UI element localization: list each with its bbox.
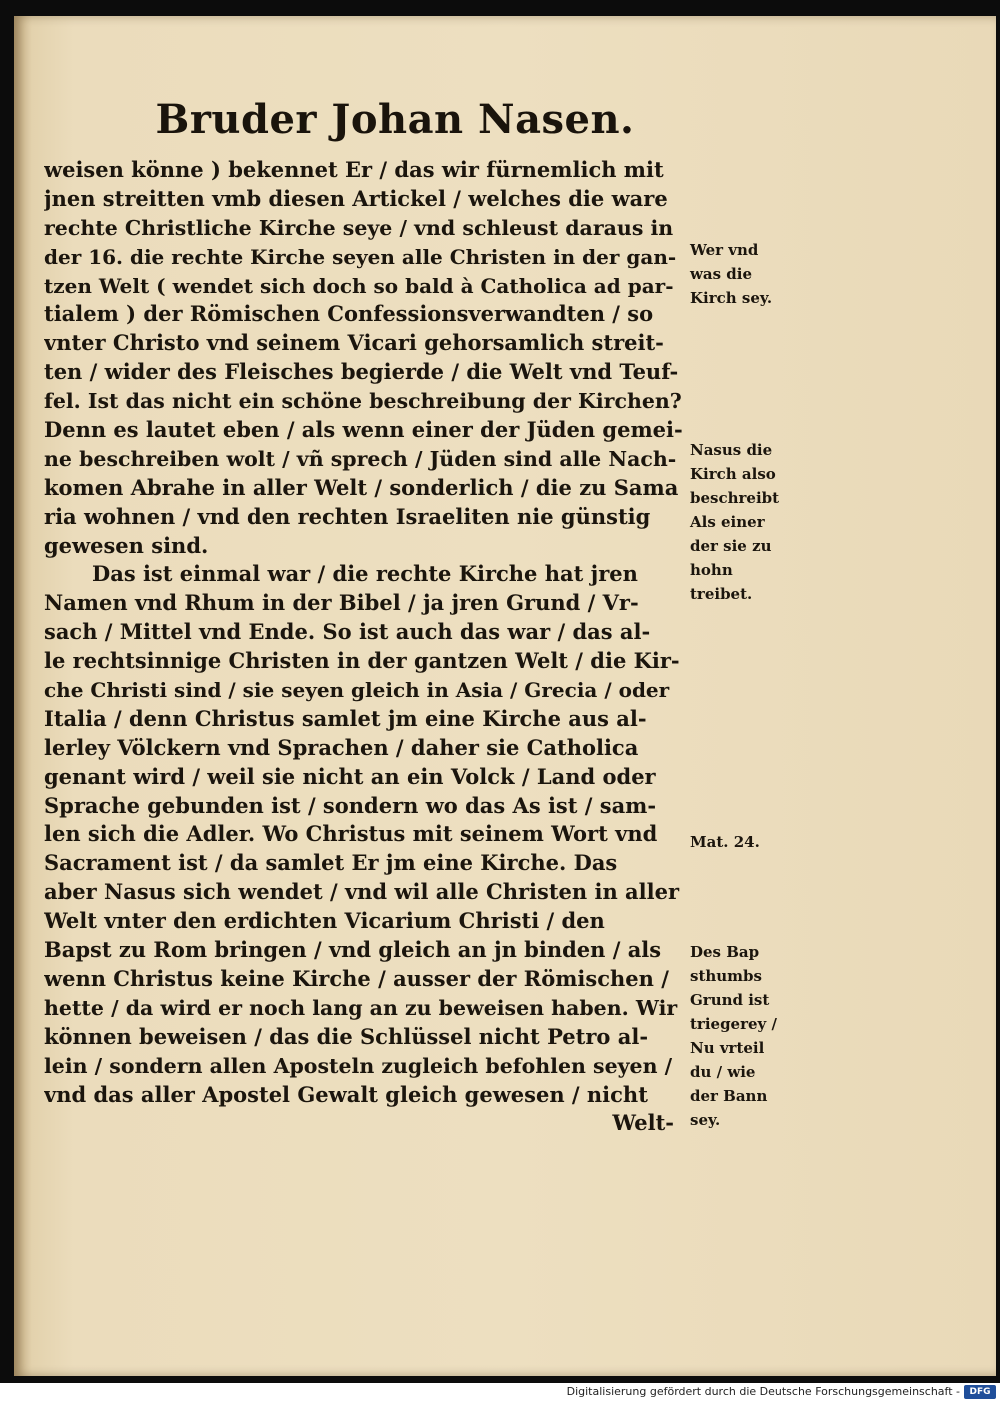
margin-note-line: Nu vrteil — [690, 1039, 765, 1057]
footer-bar — [0, 1383, 1000, 1402]
catchword: Welt- — [612, 1110, 674, 1136]
text-line: Denn es lautet eben / als wenn einer der Jüden gemei- — [44, 417, 683, 443]
text-line: ten / wider des Fleisches begierde / die Welt vnd Teuf- — [44, 359, 679, 385]
text-line: Sprache gebunden ist / sondern wo das As ist / sam- — [44, 792, 657, 818]
text-line: lerley Völckern vnd Sprachen / daher sie Catholica — [44, 734, 639, 760]
text-line: jnen streitten vmb diesen Artickel / welches die ware — [44, 185, 668, 211]
margin-note-line: Mat. 24. — [690, 833, 760, 851]
dfg-logo: DFG — [964, 1385, 996, 1399]
text-line: Bapst zu Rom bringen / vnd gleich an jn binden / als — [44, 937, 662, 963]
text-line: Sacrament ist / da samlet Er jm eine Kirche. Das — [44, 850, 618, 876]
body-text — [44, 156, 684, 1138]
text-line: tzen Welt ( wendet sich doch so bald à Catholica ad par- — [44, 273, 674, 298]
text-line: hette / da wird er noch lang an zu beweisen haben. Wir — [44, 995, 678, 1020]
margin-note-line: der sie zu — [690, 537, 772, 555]
text-line: ria wohnen / vnd den rechten Israeliten nie günstig — [44, 503, 651, 529]
margin-note-line: Des Bap — [690, 943, 760, 961]
text-line: aber Nasus sich wendet / vnd wil alle Christen in aller — [44, 879, 680, 905]
margin-note-line: Nasus die — [690, 441, 773, 459]
text-line: Das ist einmal war / die rechte Kirche hat jren — [92, 561, 638, 587]
text-line: vnter Christo vnd seinem Vicari gehorsamlich streit- — [44, 330, 664, 356]
text-line: tialem ) der Römischen Confessionsverwandten / so — [44, 301, 654, 327]
funding-credit: Digitalisierung gefördert durch die Deutsche Forschungsgemeinschaft - — [566, 1385, 960, 1398]
margin-note-line: Grund ist — [690, 991, 770, 1009]
text-line: sach / Mittel vnd Ende. So ist auch das war / das al- — [44, 619, 651, 645]
text-line: fel. Ist das nicht ein schöne beschreibung der Kirchen? — [44, 389, 682, 414]
text-line: gewesen sind. — [44, 532, 209, 558]
text-line: le rechtsinnige Christen in der gantzen Welt / die Kir- — [44, 648, 680, 674]
margin-note-nasus — [690, 438, 800, 606]
margin-note-bapsthumbs — [690, 940, 800, 1132]
margin-note-line: Kirch sey. — [690, 289, 773, 307]
margin-note-line: Als einer — [690, 513, 765, 531]
margin-note-line: Wer vnd — [690, 241, 759, 259]
text-line: che Christi sind / sie seyen gleich in Asia / Grecia / oder — [44, 678, 670, 703]
text-line: ne beschreiben wolt / vñ sprech / Jüden sind alle Nach- — [44, 446, 677, 471]
text-line: Welt vnter den erdichten Vicarium Christi / den — [44, 908, 605, 934]
margin-note-mat-24 — [690, 830, 800, 854]
margin-note-line: Kirch also — [690, 465, 776, 483]
text-line: komen Abrahe in aller Welt / sonderlich / die zu Sama — [44, 474, 679, 500]
text-line: lein / sondern allen Aposteln zugleich befohlen seyen / — [44, 1053, 673, 1078]
margin-note-wer-vnd-was — [690, 238, 800, 310]
margin-note-line: was die — [690, 265, 753, 283]
text-line: len sich die Adler. Wo Christus mit seinem Wort vnd — [44, 821, 658, 847]
text-line: rechte Christliche Kirche seye / vnd schleust daraus in — [44, 215, 674, 240]
text-line: Italia / denn Christus samlet jm eine Kirche aus al- — [44, 705, 647, 731]
text-line: Namen vnd Rhum in der Bibel / ja jren Grund / Vr- — [44, 590, 639, 616]
text-line: wenn Christus keine Kirche / ausser der Römischen / — [44, 965, 669, 991]
margin-note-line: der Bann — [690, 1087, 768, 1105]
text-line: genant wird / weil sie nicht an ein Volck / Land oder — [44, 763, 656, 789]
text-line: der 16. die rechte Kirche seyen alle Christen in der gan- — [44, 244, 677, 269]
text-line: können beweisen / das die Schlüssel nicht Petro al- — [44, 1023, 649, 1049]
text-line: weisen könne ) bekennet Er / das wir fürnemlich mit — [44, 157, 664, 182]
text-line: vnd das aller Apostel Gewalt gleich gewesen / nicht — [44, 1081, 648, 1107]
margin-note-line: triegerey / — [690, 1015, 777, 1033]
margin-note-line: du / wie — [690, 1063, 756, 1081]
running-header: Bruder Johan Nasen. — [155, 96, 635, 143]
margin-note-line: beschreibt — [690, 489, 780, 507]
margin-note-line: treibet. — [690, 585, 753, 603]
margin-note-line: sey. — [690, 1111, 721, 1129]
margin-note-line: hohn — [690, 561, 733, 579]
margin-note-line: sthumbs — [690, 967, 762, 985]
